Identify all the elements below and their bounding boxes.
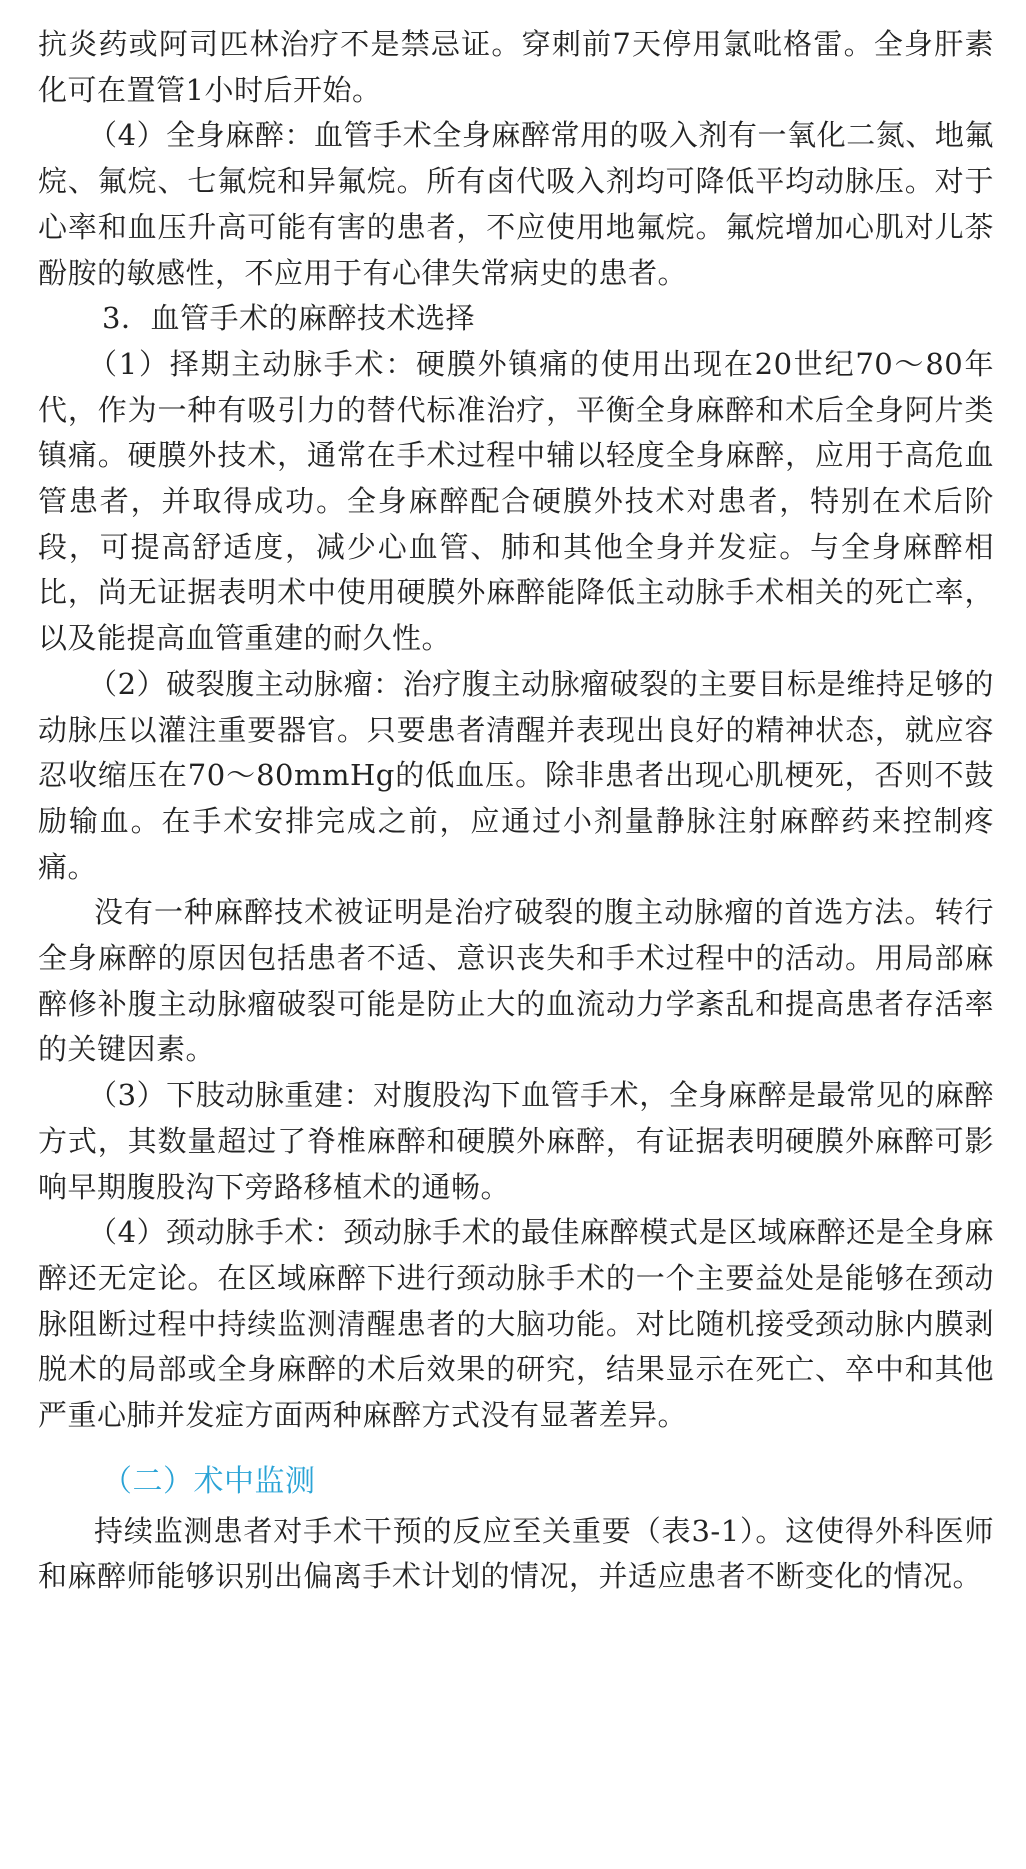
paragraph-lower-limb-reconstruction: （3）下肢动脉重建：对腹股沟下血管手术，全身麻醉是最常见的麻醉方式，其数量超过了脊椎麻醉和硬膜外麻醉，有证据表明硬膜外麻醉可影响早期腹股沟下旁路移植术的通畅。 bbox=[38, 1078, 994, 1204]
paragraph-anesthesia-technique: 没有一种麻醉技术被证明是治疗破裂的腹主动脉瘤的首选方法。转行全身麻醉的原因包括患者不适、意识丧失和手术过程中的活动。用局部麻醉修补腹主动脉瘤破裂可能是防止大的血流动力学紊乱和提高患者存活率的关键因素。 bbox=[38, 895, 994, 1067]
paragraph-carotid-surgery: （4）颈动脉手术：颈动脉手术的最佳麻醉模式是区域麻醉还是全身麻醉还无定论。在区域麻醉下进行颈动脉手术的一个主要益处是能够在颈动脉阻断过程中持续监测清醒患者的大脑功能。对比随机接受颈动脉内膜剥脱术的局部或全身麻醉的术后效果的研究，结果显示在死亡、卒中和其他严重心肺并发症方面两种麻醉方式没有显著差异。 bbox=[38, 1215, 994, 1433]
paragraph-intraoperative-monitoring: 持续监测患者对手术干预的反应至关重要（表3-1）。这使得外科医师和麻醉师能够识别出偏离手术计划的情况，并适应患者不断变化的情况。 bbox=[38, 1513, 994, 1594]
subsection-heading: 3．血管手术的麻醉技术选择 bbox=[102, 301, 475, 336]
paragraph-ruptured-aaa: （2）破裂腹主动脉瘤：治疗腹主动脉瘤破裂的主要目标是维持足够的动脉压以灌注重要器官。只要患者清醒并表现出良好的精神状态，就应容忍收缩压在70～80mmHg的低血压。除非患者出现心肌梗死，否则不鼓励输血。在手术安排完成之前，应通过小剂量静脉注射麻醉药来控制疼痛。 bbox=[38, 666, 994, 884]
paragraph-continuation: 抗炎药或阿司匹林治疗不是禁忌证。穿刺前7天停用氯吡格雷。全身肝素化可在置管1小时后开始。 bbox=[38, 27, 994, 107]
document-page bbox=[38, 22, 994, 1600]
paragraph-elective-aortic-surgery: （1）择期主动脉手术：硬膜外镇痛的使用出现在20世纪70～80年代，作为一种有吸引力的替代标准治疗，平衡全身麻醉和术后全身阿片类镇痛。硬膜外技术，通常在手术过程中辅以轻度全身麻醉，应用于高危血管患者，并取得成功。全身麻醉配合硬膜外技术对患者，特别在术后阶段，可提高舒适度，减少心血管、肺和其他全身并发症。与全身麻醉相比，尚无证据表明术中使用硬膜外麻醉能降低主动脉手术相关的死亡率，以及能提高血管重建的耐久性。 bbox=[38, 346, 994, 656]
paragraph-general-anesthesia: （4）全身麻醉：血管手术全身麻醉常用的吸入剂有一氧化二氮、地氟烷、氟烷、七氟烷和异氟烷。所有卤代吸入剂均可降低平均动脉压。对于心率和血压升高可能有害的患者，不应使用地氟烷。氟烷增加心肌对儿茶酚胺的敏感性，不应用于有心律失常病史的患者。 bbox=[38, 118, 994, 290]
section-title: （二）术中监测 bbox=[102, 1463, 316, 1499]
